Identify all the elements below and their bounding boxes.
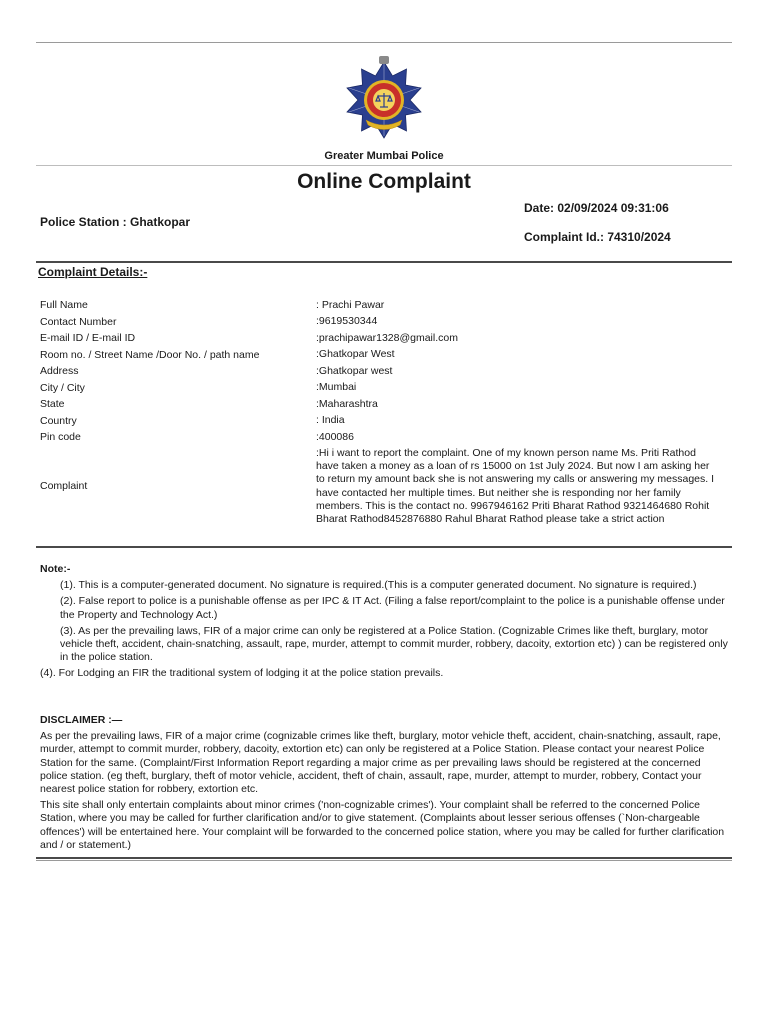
notes-section bbox=[40, 563, 730, 684]
detail-value: :prachipawar1328@gmail.com bbox=[316, 331, 458, 344]
detail-label: Complaint bbox=[40, 480, 88, 493]
detail-value: :Mumbai bbox=[316, 381, 357, 394]
disclaimer-section bbox=[40, 714, 730, 855]
detail-row bbox=[40, 446, 720, 528]
detail-label: Room no. / Street Name /Door No. / path name bbox=[40, 348, 260, 361]
details-divider bbox=[36, 261, 732, 263]
detail-label: Country bbox=[40, 414, 77, 427]
detail-row bbox=[40, 363, 720, 380]
detail-row bbox=[40, 347, 720, 364]
detail-label: Contact Number bbox=[40, 315, 117, 328]
detail-row bbox=[40, 396, 720, 413]
detail-label: State bbox=[40, 398, 65, 410]
org-divider bbox=[36, 165, 732, 166]
detail-value: :400086 bbox=[316, 430, 354, 443]
detail-value: : India bbox=[316, 414, 345, 427]
detail-value: : Prachi Pawar bbox=[316, 298, 385, 311]
police-station: Police Station : Ghatkopar bbox=[40, 215, 191, 229]
complaint-date: Date: 02/09/2024 09:31:06 bbox=[524, 201, 669, 215]
org-name: Greater Mumbai Police bbox=[324, 150, 444, 162]
notes-divider bbox=[36, 546, 732, 548]
police-emblem-icon bbox=[336, 54, 432, 144]
disclaimer-heading: DISCLAIMER :— bbox=[40, 714, 123, 726]
detail-label: City / City bbox=[40, 381, 85, 394]
note-item: (2). False report to police is a punishable offense as per IPC & IT Act. (Filing a false report/complaint to the police is a punishable offense under the Property and Technology Act.) bbox=[60, 595, 725, 621]
note-item: (3). As per the prevailing laws, FIR of a major crime can only be registered at a Police Station. (Cognizable Crimes like theft, burglary, motor vehicle theft, accident, chain-snatching, assault, rape, murder, attempt to commit murder, robbery, dacoity, extortion etc) ) can be registered only in the police station. bbox=[60, 624, 728, 664]
notes-heading: Note:- bbox=[40, 563, 71, 575]
top-divider bbox=[36, 42, 732, 43]
section-heading: Complaint Details:- bbox=[38, 265, 148, 279]
detail-row bbox=[40, 314, 720, 331]
disclaimer-paragraph: As per the prevailing laws, FIR of a major crime (cognizable crimes like theft, burglary, motor vehicle theft, accident, chain-snatching, assault, rape, murder, attempt to commit murder, robbery, dacoity, extortion etc) can only be registered at a Police Station. Please contact your nearest Police Station for the same. (Complaint/First Information Report regarding a major crime as per prevailing laws should be registered at the concerned police station. (eg theft, burglary, theft of motor vehicle, accident, theft of chain, assault, rape, murder, attempt to murder, robbery, Contact your nearest police station for robbery, extortion etc. bbox=[40, 730, 721, 796]
detail-label: Address bbox=[40, 365, 79, 377]
detail-row bbox=[40, 297, 720, 314]
complaint-text: :Hi i want to report the complaint. One of my known person name Ms. Priti Rathod have taken a money as a loan of rs 15000 on 1st July 2024. But now I am asking her to return my amount back she is not answering my calls or answering my messages. I have contacted her multiple times. But neither she is responding nor her family members. This is the contact no. 9967946162 Priti Bharat Rathod 9321464680 Rohit Bharat Rathod8452876880 Rahul Bharat Rathod please take a strict action bbox=[316, 447, 714, 526]
note-item: (4). For Lodging an FIR the traditional system of lodging it at the police station prevails. bbox=[40, 667, 444, 680]
detail-label: Full Name bbox=[40, 299, 88, 311]
detail-value: :Ghatkopar west bbox=[316, 364, 393, 377]
detail-row bbox=[40, 330, 720, 347]
detail-value: :Maharashtra bbox=[316, 397, 378, 410]
complaint-id: Complaint Id.: 74310/2024 bbox=[524, 230, 671, 244]
detail-row bbox=[40, 413, 720, 430]
disclaimer-paragraph: This site shall only entertain complaints about minor crimes ('non-cognizable crimes'). Your complaint shall be referred to the concerned Police Station, where you may be called for further clarification and/or to give statement. (Complaints about lesser serious offenses (`Non-chargeable offences') will be entertained here. Your complaint will be forwarded to the concerned police station, where you may be called for further clarification and / or statement.) bbox=[40, 799, 725, 851]
detail-row bbox=[40, 380, 720, 397]
complaint-details bbox=[40, 297, 720, 528]
detail-value: :Ghatkopar West bbox=[316, 348, 395, 361]
page-title: Online Complaint bbox=[297, 170, 471, 193]
detail-row bbox=[40, 429, 720, 446]
detail-label: E-mail ID / E-mail ID bbox=[40, 332, 136, 344]
bottom-divider bbox=[36, 857, 732, 861]
detail-value: :9619530344 bbox=[316, 315, 378, 328]
detail-label: Pin code bbox=[40, 431, 81, 443]
note-item: (1). This is a computer-generated document. No signature is required.(This is a computer generated document. No signature is required.) bbox=[60, 579, 697, 592]
